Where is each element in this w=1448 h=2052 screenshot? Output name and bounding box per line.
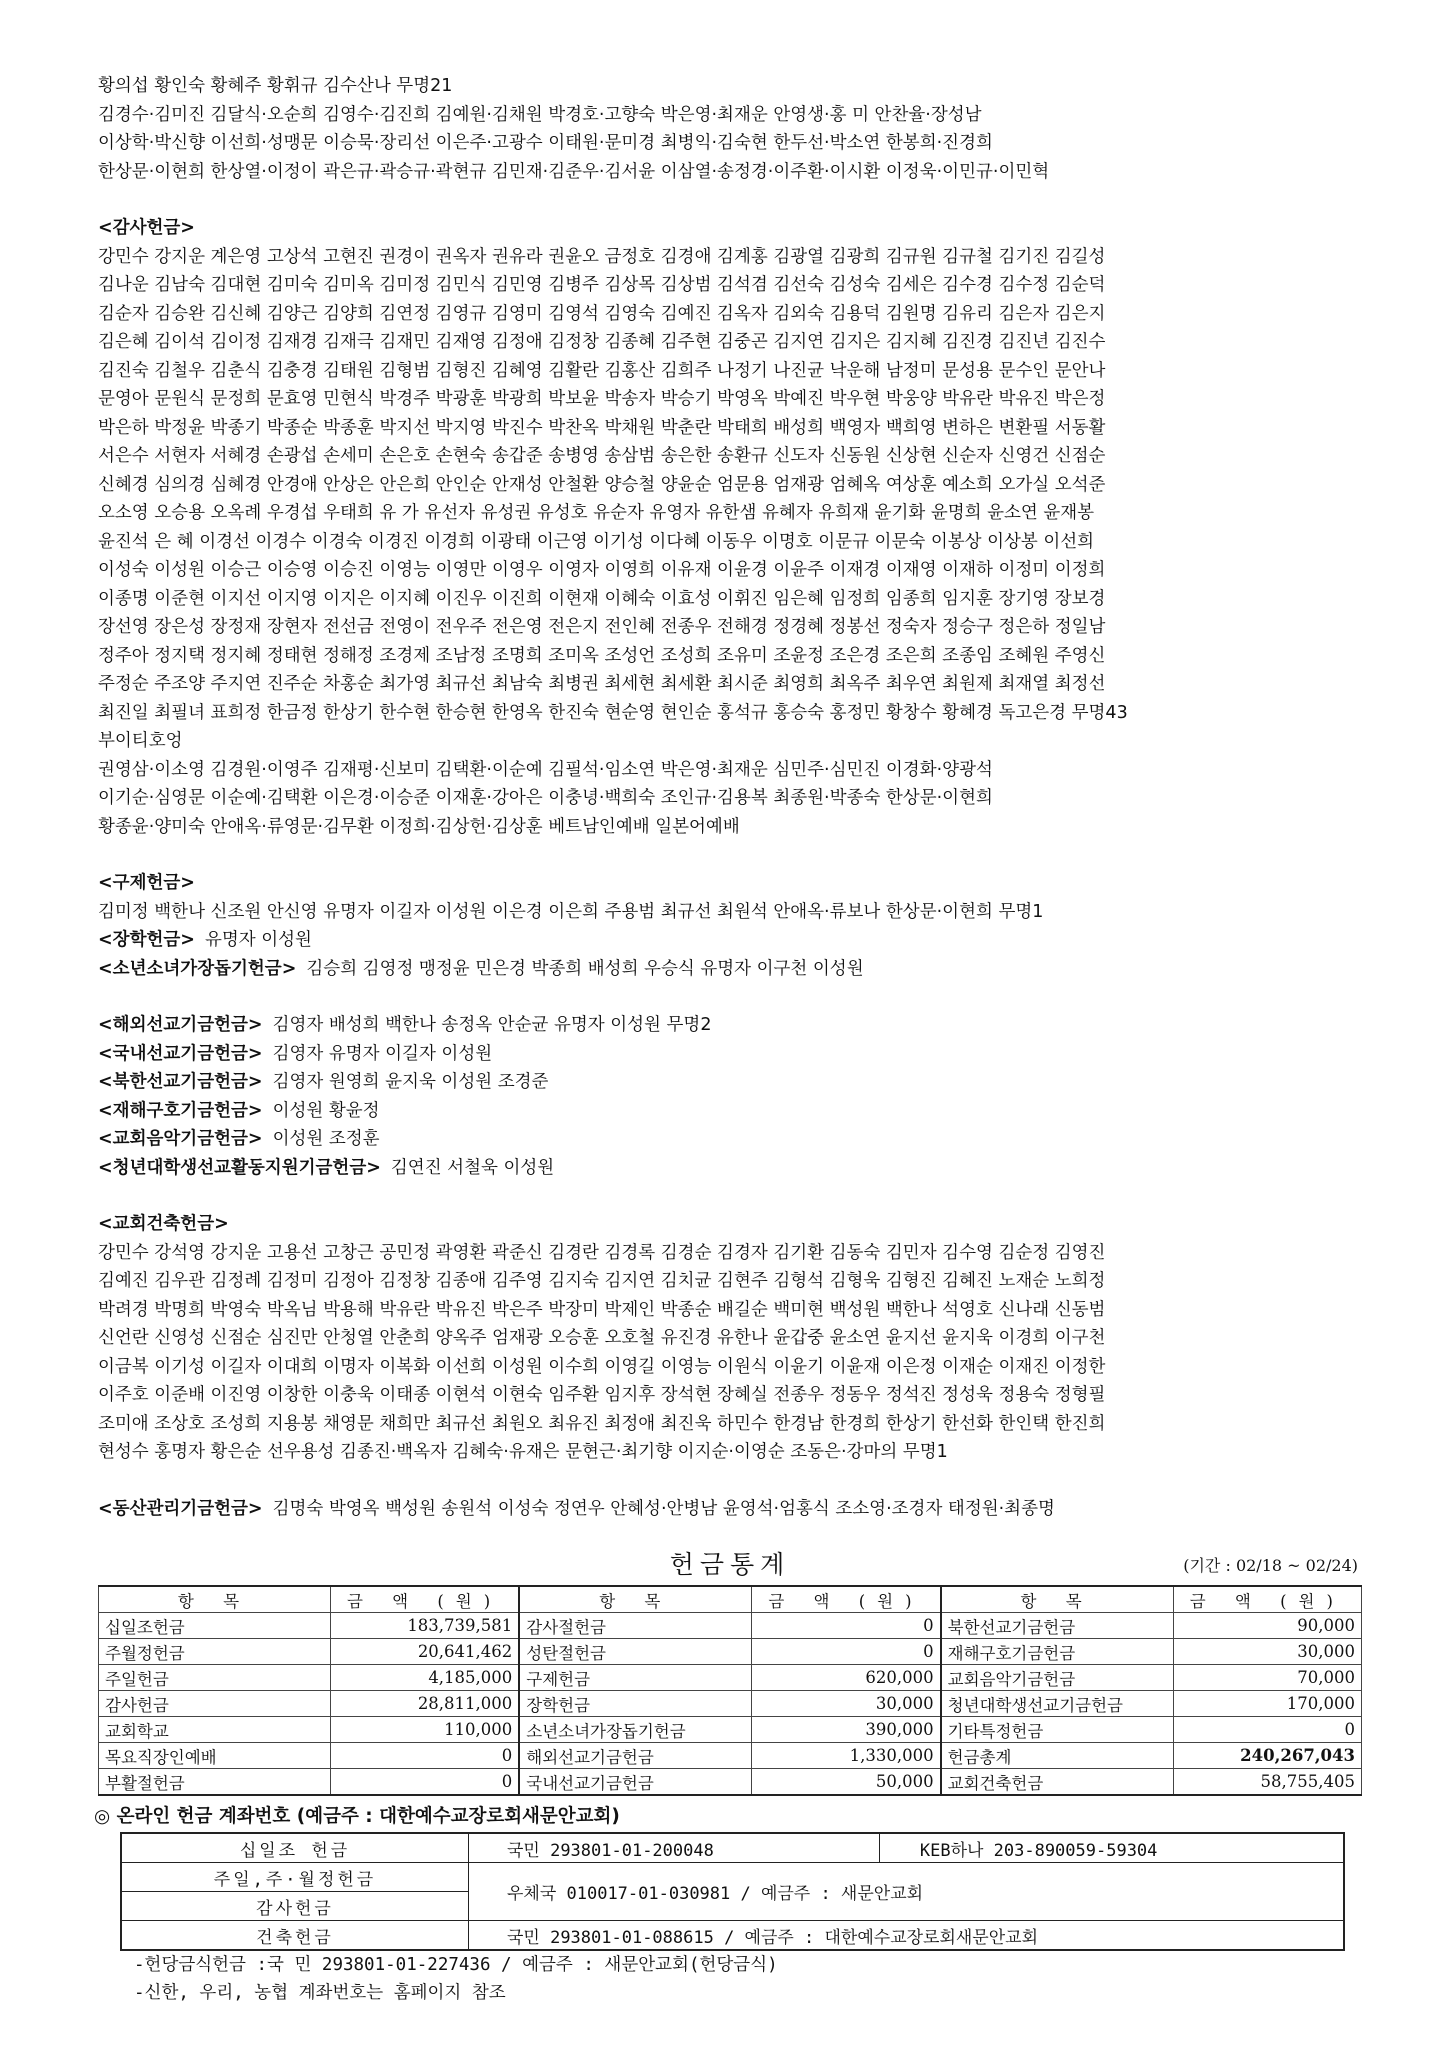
section-title: <국내선교기금헌금>	[98, 1043, 263, 1064]
column-header-amount: 금 액 (원)	[752, 1586, 941, 1613]
name-line: 이주호 이준배 이진영 이창한 이충욱 이태종 이현석 이현숙 임주환 임지후 장석현 장혜실 전종우 정동우 정석진 정성욱 정용숙 정형필	[98, 1385, 1106, 1405]
name-line: 김미정 백한나 신조원 안신영 유명자 이길자 이성원 이은경 이은희 주용범 최규선 최원석 안애옥·류보나 한상문·이현희 무명1	[98, 901, 1044, 922]
section-title: <해외선교기금헌금>	[98, 1015, 263, 1035]
name-line: 최진일 최필녀 표희정 한금정 한상기 한수현 한승현 한영옥 한진숙 현순영 현인순 홍석규 홍승숙 홍정민 황창수 황혜경 독고은경 무명43	[98, 702, 1128, 723]
stats-row	[99, 1717, 1362, 1743]
stats-item-label: 해외선교기금헌금	[519, 1743, 751, 1769]
stats-item-label: 교회음악기금헌금	[941, 1665, 1173, 1691]
name-line: 황종윤·양미숙 안애옥·류영문·김무환 이정희·김상헌·김상훈 베트남인예배 일본어예배	[98, 816, 740, 837]
account-row	[121, 1863, 1344, 1892]
name-line: 서은수 서현자 서혜경 손광섭 손세미 손은호 손현숙 송갑준 송병영 송삼범 송은한 송환규 신도자 신동원 신상현 신순자 신영건 신점순	[98, 446, 1106, 466]
stats-title: 헌금통계	[669, 1550, 791, 1579]
stats-item-label: 성탄절헌금	[519, 1639, 751, 1665]
online-account-table	[120, 1832, 1345, 1951]
stats-item-amount: 58,755,405	[1173, 1769, 1361, 1796]
name-line: 김진숙 김철우 김춘식 김충경 김태원 김형범 김형진 김혜영 김활란 김홍산 김희주 나정기 나진균 낙운해 남정미 문성용 문수인 문안나	[98, 360, 1106, 381]
stats-item-amount: 183,739,581	[330, 1613, 519, 1639]
name-line: 조미애 조상호 조성희 지용봉 채영문 채희만 최규선 최원오 최유진 최정애 최진욱 하민수 한경남 한경희 한상기 한선화 한인택 한진희	[98, 1413, 1106, 1434]
stats-period: (기간 : 02/18 ~ 02/24)	[1183, 1556, 1358, 1575]
stats-item-label: 북한선교기금헌금	[941, 1613, 1173, 1639]
name-list: 김영자 유명자 이길자 이성원	[272, 1043, 493, 1064]
intro-names	[98, 72, 1362, 186]
stats-item-label: 헌금총계	[941, 1743, 1173, 1769]
name-list: 이성원 조정훈	[272, 1129, 380, 1149]
thanks-offering-section	[98, 214, 1362, 841]
stats-item-label: 기타특정헌금	[941, 1717, 1173, 1743]
stats-item-label: 십일조헌금	[99, 1613, 331, 1639]
fund-offering-section	[98, 1011, 1362, 1182]
section-title: <장학헌금>	[98, 930, 195, 950]
name-line: 부이티호엉	[98, 731, 183, 751]
account-label: 주일,주·월정헌금	[121, 1863, 469, 1892]
stats-item-amount: 620,000	[752, 1665, 941, 1691]
name-line: 이성숙 이성원 이승근 이승영 이승진 이영능 이영만 이영우 이영자 이영희 이유재 이윤경 이윤주 이재경 이재영 이재하 이정미 이정희	[98, 560, 1106, 580]
name-line: 신언란 신영성 신점순 심진만 안청열 안춘희 양옥주 엄재광 오승훈 오호철 유진경 유한나 윤갑중 윤소연 윤지선 윤지욱 이경희 이구천	[98, 1328, 1106, 1348]
section-title: <청년대학생선교활동지원기금헌금>	[98, 1157, 381, 1178]
stats-item-amount: 30,000	[752, 1691, 941, 1717]
account-number: 국민 293801-01-200048	[469, 1833, 880, 1863]
building-offering-section	[98, 1210, 1362, 1467]
stats-item-amount: 0	[752, 1613, 941, 1639]
name-line: 김은혜 김이석 김이정 김재경 김재극 김재민 김재영 김정애 김정창 김종혜 김주현 김중곤 김지연 김지은 김지혜 김진경 김진년 김진수	[98, 332, 1106, 352]
stats-item-label: 소년소녀가장돕기헌금	[519, 1717, 751, 1743]
account-row	[121, 1833, 1344, 1863]
name-line: 현성수 홍명자 황은순 선우용성 김종진·백옥자 김혜숙·유재은 문현근·최기향 이지순·이영순 조동은·강마의 무명1	[98, 1442, 948, 1462]
name-line: 이종명 이준현 이지선 이지영 이지은 이지혜 이진우 이진희 이현재 이혜숙 이효성 이휘진 임은혜 임정희 임종희 임지훈 장기영 장보경	[98, 588, 1106, 609]
stats-item-label: 재해구호기금헌금	[941, 1639, 1173, 1665]
name-line: 김경수·김미진 김달식·오순희 김영수·김진희 김예원·김채원 박경호·고향숙 박은영·최재운 안영생·홍 미 안찬율·장성남	[98, 104, 982, 125]
name-line: 이기순·심영문 이순예·김택환 이은경·이승준 이재훈·강아은 이충녕·백희숙 조인규·김용복 최종원·박종숙 한상문·이현희	[98, 788, 993, 808]
fund-row	[98, 1097, 1362, 1126]
stats-item-label: 청년대학생선교기금헌금	[941, 1691, 1173, 1717]
stats-item-amount: 110,000	[330, 1717, 519, 1743]
column-header-item: 항 목	[99, 1586, 331, 1613]
stats-row	[99, 1665, 1362, 1691]
name-line: 김예진 김우관 김정례 김정미 김정아 김정창 김종애 김주영 김지숙 김지연 김치균 김현주 김형석 김형욱 김형진 김혜진 노재순 노희정	[98, 1271, 1106, 1291]
name-line: 황의섭 황인숙 황혜주 황휘규 김수산나 무명21	[98, 76, 453, 96]
stats-item-amount: 1,330,000	[752, 1743, 941, 1769]
stats-row	[99, 1743, 1362, 1769]
section-title: <재해구호기금헌금>	[98, 1100, 263, 1121]
stats-item-amount: 50,000	[752, 1769, 941, 1796]
name-line: 강민수 강지운 계은영 고상석 고현진 권경이 권옥자 권유라 권윤오 금정호 김경애 김계홍 김광열 김광희 김규원 김규철 김기진 김길성	[98, 246, 1106, 267]
account-number: 국민 293801-01-088615 / 예금주 : 대한예수교장로회새문안교회	[469, 1921, 1345, 1951]
footnote: -헌당금식헌금 :국 민 293801-01-227436 / 예금주 : 새문안교회(헌당금식)	[134, 1955, 778, 1975]
stats-item-label: 감사헌금	[99, 1691, 331, 1717]
account-row	[121, 1921, 1344, 1951]
stats-item-label: 구제헌금	[519, 1665, 751, 1691]
name-line: 박려경 박명희 박영숙 박옥님 박용해 박유란 박유진 박은주 박장미 박제인 박종순 배길순 백미현 백성원 백한나 석영호 신나래 신동범	[98, 1299, 1106, 1320]
name-line: 김나운 김남숙 김대현 김미숙 김미옥 김미정 김민식 김민영 김병주 김상목 김상범 김석겸 김선숙 김성숙 김세은 김수경 김수정 김순덕	[98, 275, 1106, 295]
stats-item-label: 부활절헌금	[99, 1769, 331, 1796]
stats-item-amount: 390,000	[752, 1717, 941, 1743]
column-header-item: 항 목	[941, 1586, 1173, 1613]
fund-row	[98, 1040, 1362, 1069]
stats-row	[99, 1639, 1362, 1665]
name-list: 김영자 배성희 백한나 송정옥 안순균 유명자 이성원 무명2	[272, 1015, 712, 1035]
stats-item-amount: 0	[330, 1769, 519, 1796]
name-line: 이금복 이기성 이길자 이대희 이명자 이복화 이선희 이성원 이수희 이영길 이영능 이원식 이윤기 이윤재 이은정 이재순 이재진 이정한	[98, 1356, 1106, 1377]
account-label: 십일조 헌금	[121, 1833, 469, 1863]
stats-title-row	[98, 1545, 1362, 1585]
stats-item-amount: 70,000	[1173, 1665, 1361, 1691]
stats-item-amount: 170,000	[1173, 1691, 1361, 1717]
stats-item-label: 주월정헌금	[99, 1639, 331, 1665]
stats-item-amount: 20,641,462	[330, 1639, 519, 1665]
name-line: 이상학·박신향 이선희·성맹문 이승묵·장리선 이은주·고광수 이태원·문미경 최병익·김숙현 한두선·박소연 한봉희·진경희	[98, 133, 993, 153]
stats-item-amount: 4,185,000	[330, 1665, 519, 1691]
column-header-item: 항 목	[519, 1586, 751, 1613]
name-line: 김순자 김승완 김신혜 김양근 김양희 김연정 김영규 김영미 김영석 김영숙 김예진 김옥자 김외숙 김용덕 김원명 김유리 김은자 김은지	[98, 303, 1106, 324]
stats-item-label: 국내선교기금헌금	[519, 1769, 751, 1796]
name-list: 김승희 김영정 맹정윤 민은경 박종희 배성희 우승식 유명자 이구천 이성원	[306, 958, 864, 979]
online-account-title: ◎ 온라인 헌금 계좌번호 (예금주 : 대한예수교장로회새문안교회)	[94, 1806, 620, 1827]
section-title: <북한선교기금헌금>	[98, 1072, 263, 1092]
stats-item-amount: 240,267,043	[1173, 1743, 1361, 1769]
footnote: -신한, 우리, 농협 계좌번호는 홈페이지 참조	[134, 1983, 506, 2003]
account-label: 감사헌금	[121, 1892, 469, 1921]
fund-row	[98, 1125, 1362, 1154]
name-line: 주정순 주조양 주지연 진주순 차홍순 최가영 최규선 최남숙 최병권 최세현 최세환 최시준 최영희 최옥주 최우연 최원제 최재열 최정선	[98, 674, 1106, 694]
name-line: 강민수 강석영 강지운 고용선 고창근 공민정 곽영환 곽준신 김경란 김경록 김경순 김경자 김기환 김동숙 김민자 김수영 김순정 김영진	[98, 1242, 1106, 1263]
building-name-lines	[98, 1239, 1362, 1467]
account-label: 건축헌금	[121, 1921, 469, 1951]
name-line: 윤진석 은 혜 이경선 이경수 이경숙 이경진 이경희 이광태 이근영 이기성 이다혜 이동우 이명호 이문규 이문숙 이봉상 이상봉 이선희	[98, 531, 1095, 552]
name-line: 정주아 정지택 정지혜 정태현 정해정 조경제 조남정 조명희 조미옥 조성언 조성희 조유미 조윤정 조은경 조은희 조종임 조혜원 주영신	[98, 645, 1106, 666]
relief-offering-section	[98, 869, 1362, 983]
fund-row	[98, 1011, 1362, 1040]
stats-item-amount: 0	[752, 1639, 941, 1665]
stats-item-label: 주일헌금	[99, 1665, 331, 1691]
section-title: <교회음악기금헌금>	[98, 1129, 263, 1149]
offering-stats-table	[98, 1585, 1362, 1796]
stats-row	[99, 1769, 1362, 1796]
name-list: 이성원 황윤정	[272, 1100, 380, 1121]
column-header-amount: 금 액 (원)	[330, 1586, 519, 1613]
stats-item-amount: 0	[330, 1743, 519, 1769]
account-number: 우체국 010017-01-030981 / 예금주 : 새문안교회	[469, 1863, 1345, 1921]
section-title: <교회건축헌금>	[98, 1214, 229, 1234]
section-title: <감사헌금>	[98, 218, 195, 238]
name-line: 장선영 장은성 장정재 장현자 전선금 전영이 전우주 전은영 전은지 전인혜 전종우 전해경 정경혜 정봉선 정숙자 정승구 정은하 정일남	[98, 617, 1106, 637]
name-list: 김영자 원영희 윤지욱 이성원 조경준	[272, 1072, 549, 1092]
stats-row	[99, 1613, 1362, 1639]
stats-item-amount: 0	[1173, 1717, 1361, 1743]
name-line: 신혜경 심의경 심혜경 안경애 안상은 안은희 안인순 안재성 안철환 양승철 양윤순 엄문용 엄재광 엄혜옥 여상훈 예소희 오가실 오석준	[98, 474, 1106, 495]
stats-item-amount: 90,000	[1173, 1613, 1361, 1639]
column-header-amount: 금 액 (원)	[1173, 1586, 1361, 1613]
stats-item-label: 감사절헌금	[519, 1613, 751, 1639]
scholarship-row	[98, 926, 1362, 955]
name-line: 권영삼·이소영 김경원·이영주 김재평·신보미 김택환·이순예 김필석·임소연 박은영·최재운 심민주·심민진 이경화·양광석	[98, 759, 993, 780]
stats-item-amount: 30,000	[1173, 1639, 1361, 1665]
section-title: <소년소녀가장돕기헌금>	[98, 958, 297, 979]
stats-item-label: 교회학교	[99, 1717, 331, 1743]
fund-row	[98, 1154, 1362, 1183]
name-line: 오소영 오승용 오옥례 우경섭 우태희 유 가 유선자 유성권 유성호 유순자 유영자 유한샘 유혜자 유희재 윤기화 윤명희 윤소연 윤재봉	[98, 503, 1095, 523]
stats-item-label: 목요직장인예배	[99, 1743, 331, 1769]
stats-item-label: 장학헌금	[519, 1691, 751, 1717]
name-line: 문영아 문원식 문정희 문효영 민현식 박경주 박광훈 박광희 박보윤 박송자 박승기 박영옥 박예진 박우현 박웅양 박유란 박유진 박은정	[98, 389, 1106, 409]
stats-header-row	[99, 1586, 1362, 1613]
cemetery-fund-row	[98, 1495, 1362, 1524]
section-title: <동산관리기금헌금>	[98, 1498, 263, 1519]
fund-row	[98, 1068, 1362, 1097]
youth-head-row	[98, 955, 1362, 984]
name-list: 김연진 서철욱 이성원	[390, 1157, 555, 1178]
stats-item-amount: 28,811,000	[330, 1691, 519, 1717]
name-line: 한상문·이현희 한상열·이정이 곽은규·곽승규·곽현규 김민재·김준우·김서윤 이삼열·송정경·이주환·이시환 이정욱·이민규·이민혁	[98, 161, 1050, 182]
stats-row	[99, 1691, 1362, 1717]
stats-item-label: 교회건축헌금	[941, 1769, 1173, 1796]
name-list: 김명숙 박영옥 백성원 송원석 이성숙 정연우 안혜성·안병남 윤영석·엄홍식 조소영·조경자 태정원·최종명	[272, 1498, 1055, 1519]
name-list: 유명자 이성원	[204, 930, 312, 950]
account-number: KEB하나 203-890059-59304	[879, 1833, 1344, 1863]
section-title: <구제헌금>	[98, 873, 195, 893]
name-line: 박은하 박정윤 박종기 박종순 박종훈 박지선 박지영 박진수 박찬옥 박채원 박춘란 박태희 배성희 백영자 백희영 변하은 변환필 서동활	[98, 417, 1106, 438]
thanks-name-lines	[98, 243, 1362, 842]
